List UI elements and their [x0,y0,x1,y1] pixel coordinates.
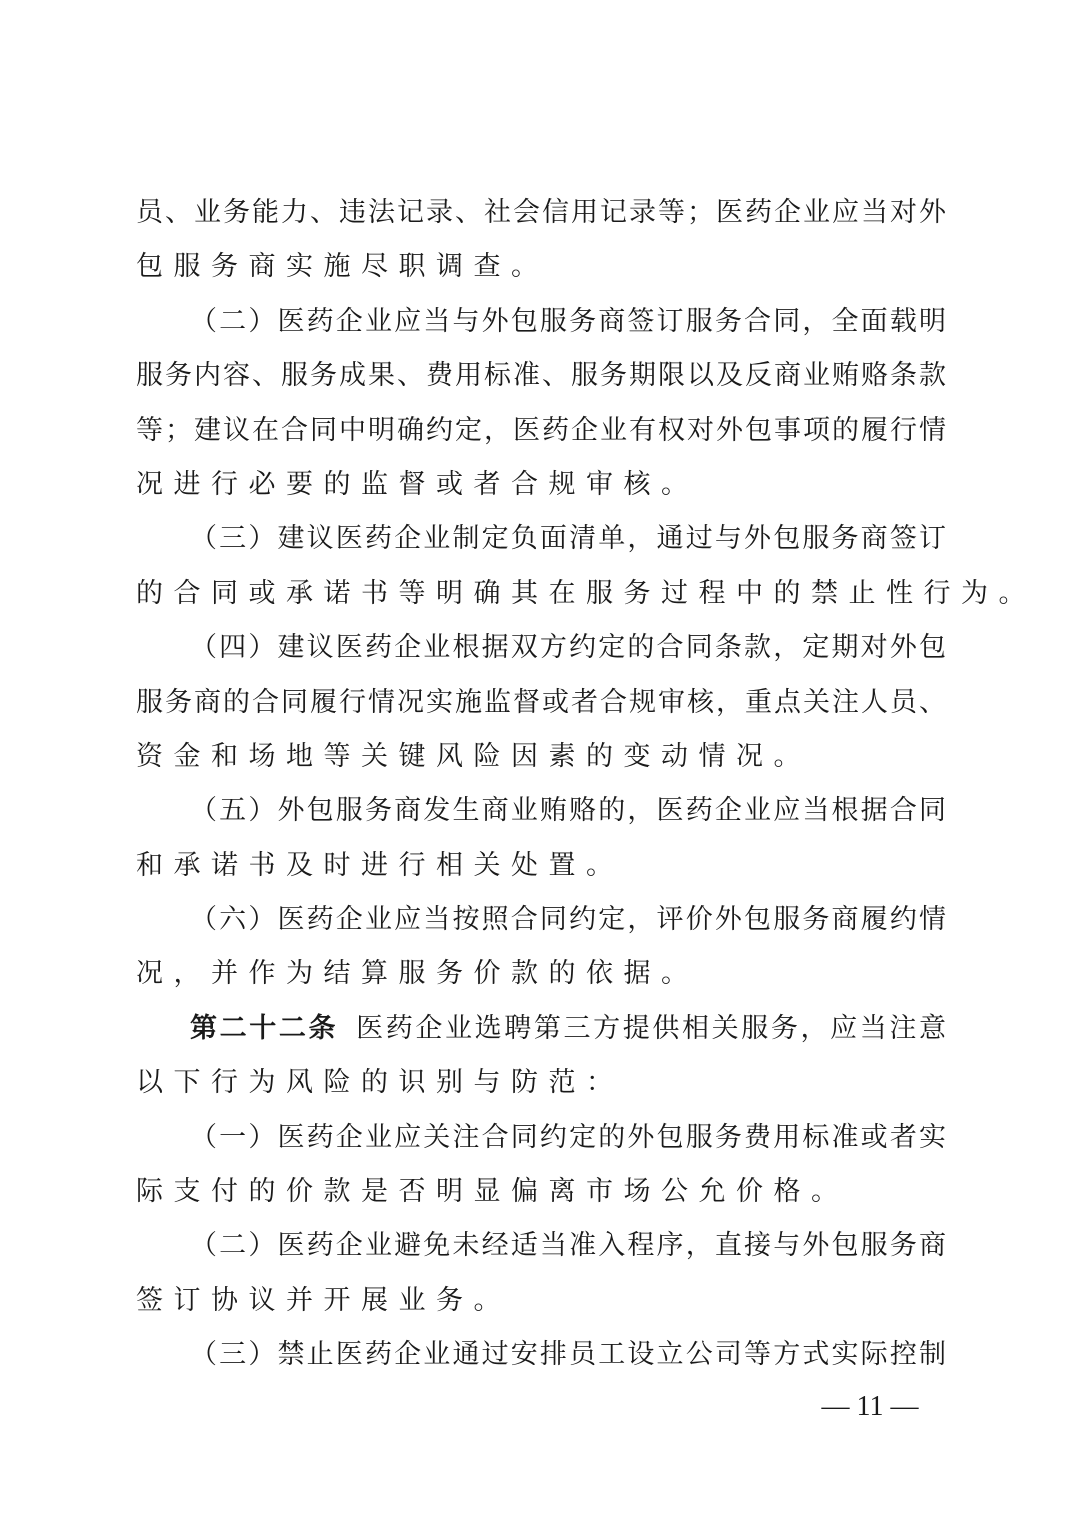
text-line: 服务商的合同履行情况实施监督或者合规审核，重点关注人员、 [136,686,946,718]
text-line: 签订协议并开展业务。 [136,1284,511,1316]
paragraph-start-line: （四）建议医药企业根据双方约定的合同条款，定期对外包 [190,632,946,664]
paragraph-start-line: （三）建议医药企业制定负面清单，通过与外包服务商签订 [190,523,946,555]
paragraph-start-line: （三）禁止医药企业通过安排员工设立公司等方式实际控制 [190,1339,946,1371]
page-number: — 11 — [821,1391,919,1422]
paragraph-start-line: （一）医药企业应关注合同约定的外包服务费用标准或者实 [190,1121,946,1153]
text-line: 服务内容、服务成果、费用标准、服务期限以及反商业贿赂条款 [136,360,946,392]
text-line: 况进行必要的监督或者合规审核。 [136,468,699,500]
paragraph-start-line: （六）医药企业应当按照合同约定，评价外包服务商履约情 [190,904,946,936]
paragraph-start-line: （五）外包服务商发生商业贿赂的，医药企业应当根据合同 [190,795,946,827]
text-line: 资金和场地等关键风险因素的变动情况。 [136,740,811,772]
text-line: 以下行为风险的识别与防范： [136,1067,624,1099]
text-line: 际支付的价款是否明显偏离市场公允价格。 [136,1176,849,1208]
paragraph-start-line: （二）医药企业避免未经适当准入程序，直接与外包服务商 [190,1230,946,1262]
text-line: 的合同或承诺书等明确其在服务过程中的禁止性行为。 [136,577,1036,609]
text-line: 况，并作为结算服务价款的依据。 [136,958,699,990]
article-first-line [136,1002,946,1056]
article-first-line-text: 医药企业选聘第三方提供相关服务，应当注意 [356,1012,946,1044]
text-line: 和承诺书及时进行相关处置。 [136,849,624,881]
document-body [136,186,1036,1383]
text-line: 员、业务能力、违法记录、社会信用记录等；医药企业应当对外 [136,197,946,228]
text-line: 等；建议在合同中明确约定，医药企业有权对外包事项的履行情 [136,414,946,446]
paragraph-start-line: （二）医药企业应当与外包服务商签订服务合同，全面载明 [190,305,946,337]
text-line: 包服务商实施尽职调查。 [136,251,549,283]
article-heading: 第二十二条 [190,1012,339,1044]
